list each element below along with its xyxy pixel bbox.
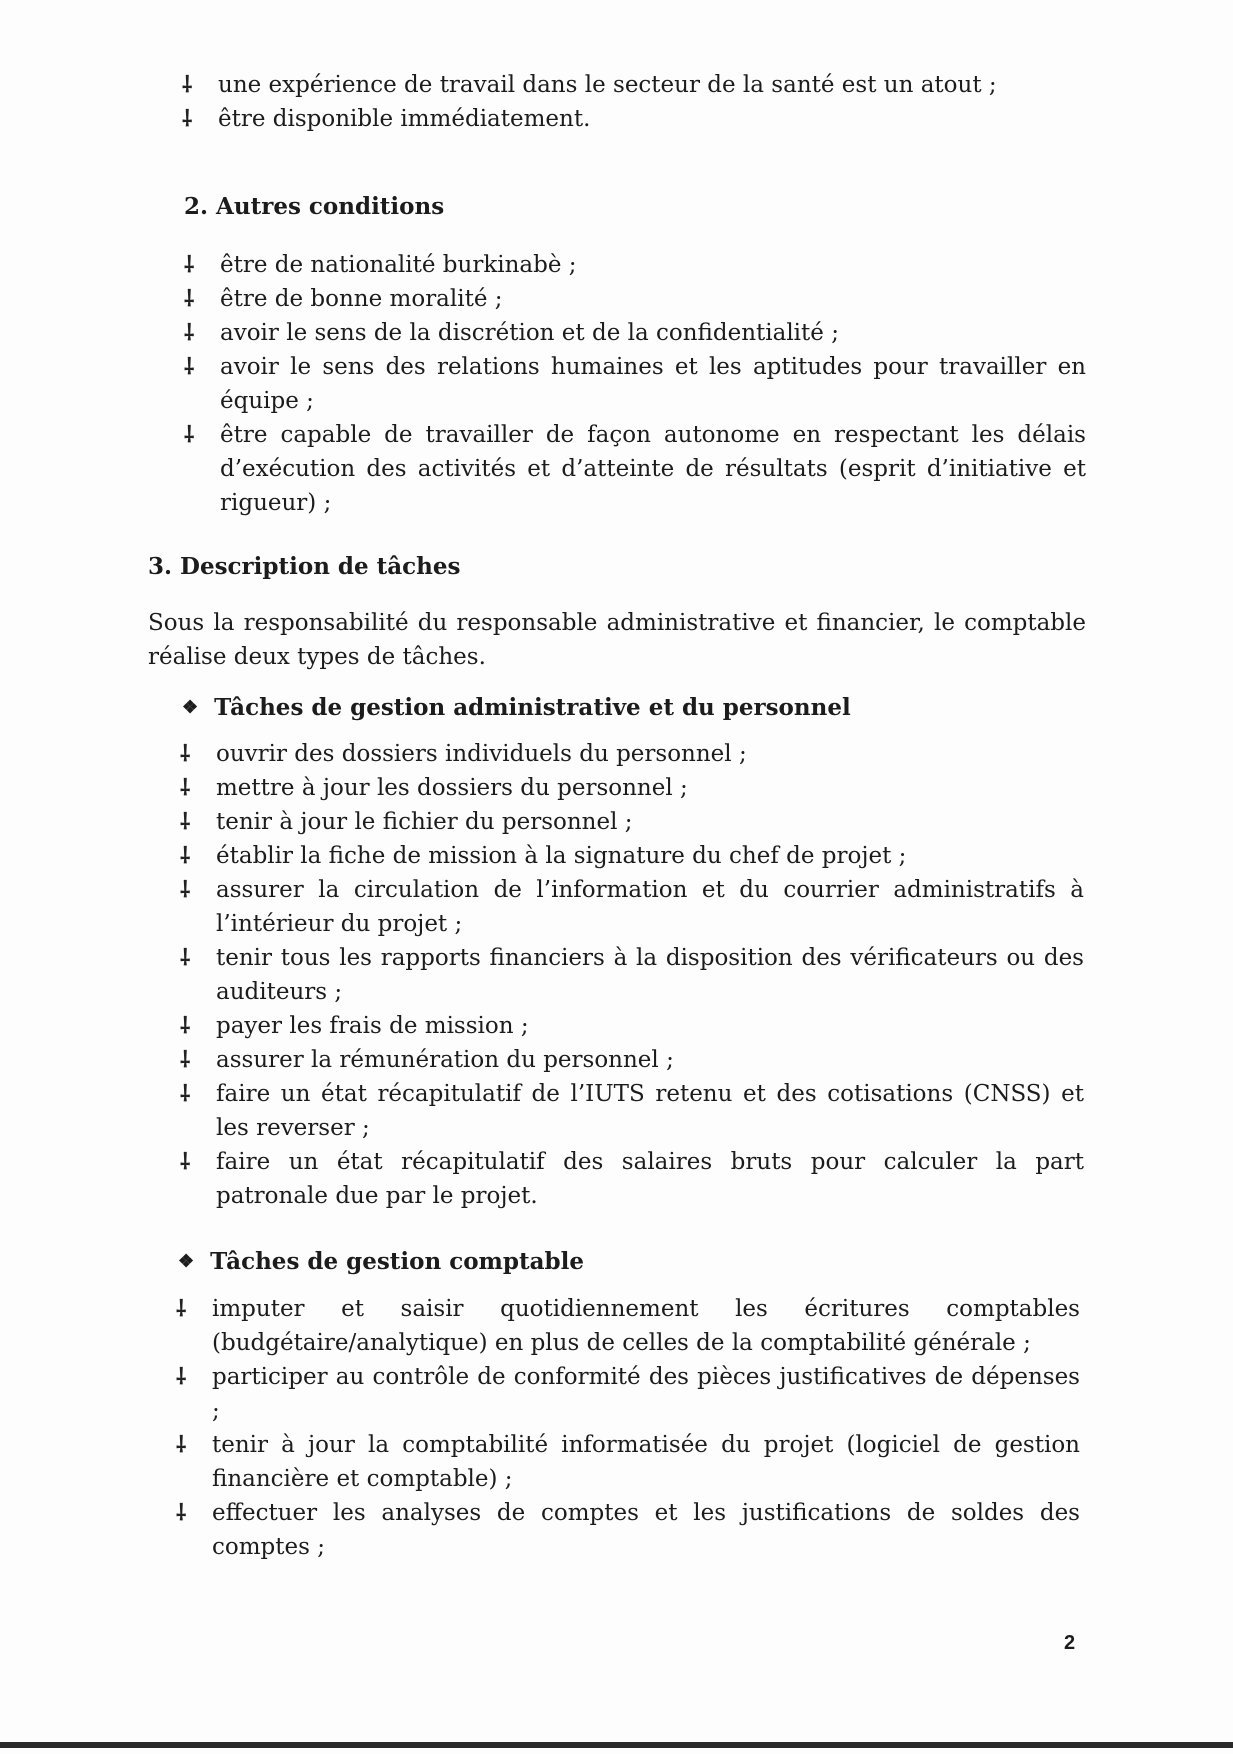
admin-tasks-title: ❖ Tâches de gestion administrative et du personnel <box>182 694 851 721</box>
list-item: ⸸ tenir à jour la comptabilité informatisée du projet (logiciel de gestion financière et comptable) ; <box>212 1428 1080 1496</box>
arrow-bullet-icon: ⸸ <box>184 320 195 346</box>
list-item: ⸸ être capable de travailler de façon autonome en respectant les délais d’exécution des activités et d’atteinte de résultats (esprit d’initiative et rigueur) ; <box>220 418 1086 520</box>
list-item: ⸸ effectuer les analyses de comptes et les justifications de soldes des comptes ; <box>212 1496 1080 1564</box>
list-item: ⸸ tenir tous les rapports financiers à la disposition des vérificateurs ou des auditeurs ; <box>216 941 1084 1009</box>
accounting-tasks-list <box>176 1292 1080 1564</box>
arrow-bullet-icon: ⸸ <box>182 106 193 132</box>
arrow-bullet-icon: ⸸ <box>180 741 191 767</box>
section-2-list <box>184 248 1086 520</box>
list-item: ⸸ tenir à jour le fichier du personnel ; <box>216 805 1084 839</box>
arrow-bullet-icon: ⸸ <box>176 1500 187 1526</box>
list-item: ⸸ être de nationalité burkinabè ; <box>220 248 1086 282</box>
list-item: ⸸ être de bonne moralité ; <box>220 282 1086 316</box>
arrow-bullet-icon: ⸸ <box>180 1149 191 1175</box>
arrow-bullet-icon: ⸸ <box>180 1081 191 1107</box>
arrow-bullet-icon: ⸸ <box>180 775 191 801</box>
list-item: ⸸ ouvrir des dossiers individuels du personnel ; <box>216 737 1084 771</box>
scan-bottom-edge <box>0 1742 1233 1748</box>
intro-list-block <box>182 68 1080 136</box>
arrow-bullet-icon: ⸸ <box>180 1013 191 1039</box>
arrow-bullet-icon: ⸸ <box>180 843 191 869</box>
accounting-tasks-heading-block <box>178 1247 584 1277</box>
section-3-title: 3. Description de tâches <box>148 553 461 580</box>
arrow-bullet-icon: ⸸ <box>176 1432 187 1458</box>
list-item: ⸸ mettre à jour les dossiers du personnel ; <box>216 771 1084 805</box>
accounting-tasks-title: ❖ Tâches de gestion comptable <box>178 1248 584 1275</box>
list-item: ⸸ assurer la rémunération du personnel ; <box>216 1043 1084 1077</box>
list-item: ⸸ établir la fiche de mission à la signature du chef de projet ; <box>216 839 1084 873</box>
accounting-tasks-list-block <box>176 1292 1080 1564</box>
arrow-bullet-icon: ⸸ <box>184 252 195 278</box>
section-3-intro: Sous la responsabilité du responsable administrative et financier, le comptable réalise deux types de tâches. <box>148 610 1086 670</box>
list-item: ⸸ une expérience de travail dans le secteur de la santé est un atout ; <box>218 68 1080 102</box>
arrow-bullet-icon: ⸸ <box>176 1296 187 1322</box>
diamond-bullet-icon: ❖ <box>182 697 199 718</box>
section-2-heading-block <box>184 192 444 222</box>
section-3-intro-block <box>148 606 1086 674</box>
section-3-heading-block <box>148 552 460 582</box>
list-item: ⸸ avoir le sens des relations humaines et les aptitudes pour travailler en équipe ; <box>220 350 1086 418</box>
list-item: ⸸ imputer et saisir quotidiennement les écritures comptables (budgétaire/analytique) en plus de celles de la comptabilité générale ; <box>212 1292 1080 1360</box>
list-item: ⸸ être disponible immédiatement. <box>218 102 1080 136</box>
list-item: ⸸ faire un état récapitulatif de l’IUTS retenu et des cotisations (CNSS) et les reverser ; <box>216 1077 1084 1145</box>
arrow-bullet-icon: ⸸ <box>176 1364 187 1390</box>
arrow-bullet-icon: ⸸ <box>182 72 193 98</box>
section-2-title: 2. Autres conditions <box>184 193 445 220</box>
list-item: ⸸ avoir le sens de la discrétion et de la confidentialité ; <box>220 316 1086 350</box>
list-item: ⸸ faire un état récapitulatif des salaires bruts pour calculer la part patronale due par le projet. <box>216 1145 1084 1213</box>
arrow-bullet-icon: ⸸ <box>180 877 191 903</box>
arrow-bullet-icon: ⸸ <box>184 422 195 448</box>
list-item: ⸸ assurer la circulation de l’information et du courrier administratifs à l’intérieur du projet ; <box>216 873 1084 941</box>
list-item: ⸸ participer au contrôle de conformité des pièces justificatives de dépenses ; <box>212 1360 1080 1428</box>
page-number: 2 <box>1064 1632 1076 1654</box>
arrow-bullet-icon: ⸸ <box>180 809 191 835</box>
list-item: ⸸ payer les frais de mission ; <box>216 1009 1084 1043</box>
arrow-bullet-icon: ⸸ <box>180 945 191 971</box>
diamond-bullet-icon: ❖ <box>178 1251 195 1272</box>
intro-list <box>182 68 1080 136</box>
admin-tasks-list <box>180 737 1084 1213</box>
arrow-bullet-icon: ⸸ <box>180 1047 191 1073</box>
admin-tasks-list-block <box>180 737 1084 1213</box>
arrow-bullet-icon: ⸸ <box>184 286 195 312</box>
section-2-list-block <box>184 248 1086 520</box>
admin-tasks-heading-block <box>182 693 851 723</box>
arrow-bullet-icon: ⸸ <box>184 354 195 380</box>
